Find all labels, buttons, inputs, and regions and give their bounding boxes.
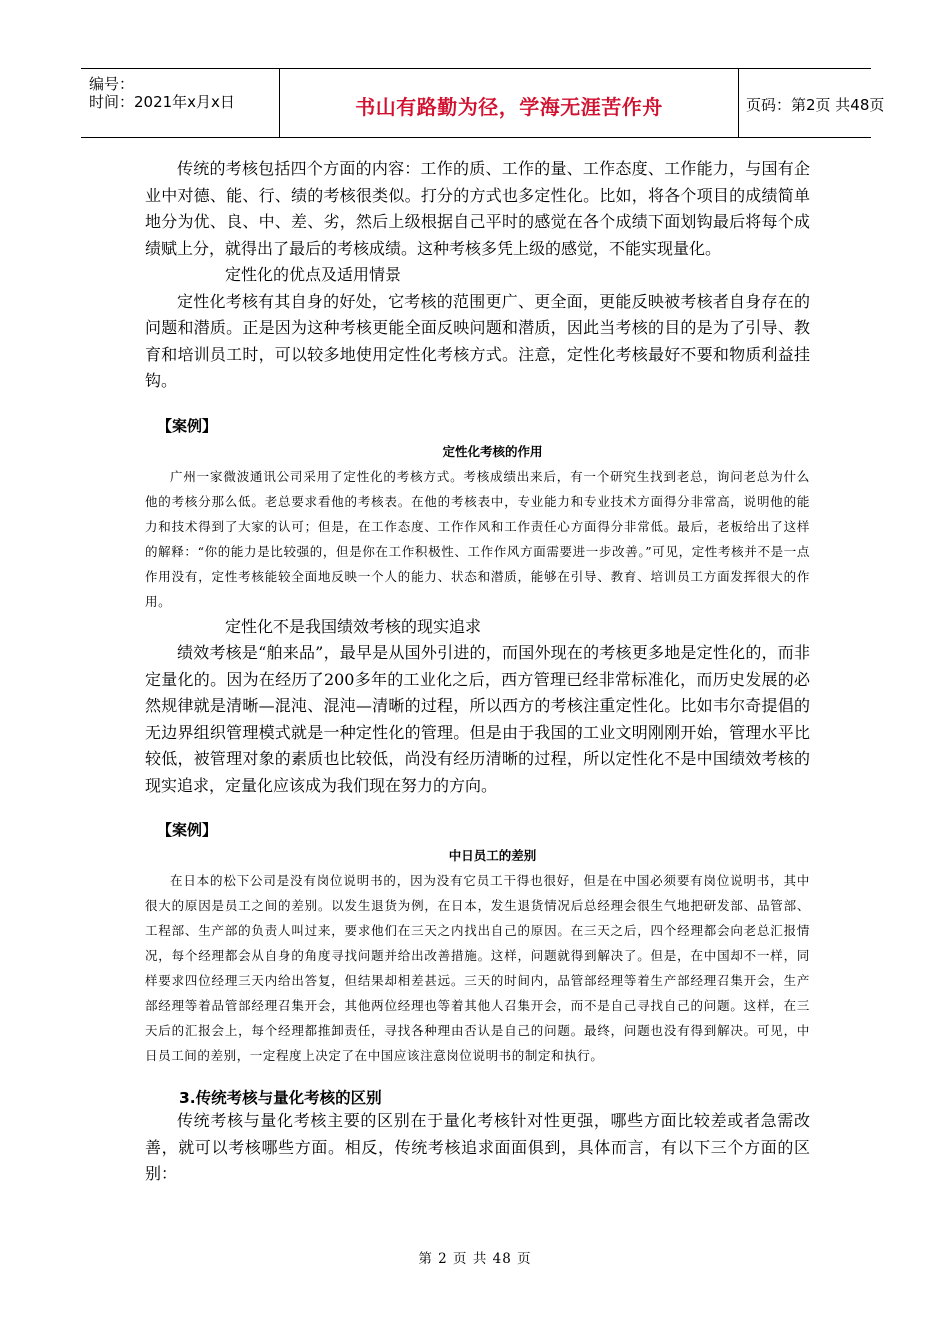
paragraph-differences: 传统考核与量化考核主要的区别在于量化考核针对性更强，哪些方面比较差或者急需改善，就可以考核哪些方面。相反，传统考核追求面面俱到，具体而言，有以下三个方面的区别： [145, 1111, 810, 1183]
case-title: 定性化考核的作用 [442, 443, 543, 459]
header-left-cell [81, 69, 279, 137]
page-footer: 第 2 页 共 48 页 [418, 1251, 532, 1267]
header-center-cell [279, 69, 739, 137]
section-heading: 3.传统考核与量化考核的区别 [179, 1089, 382, 1107]
header-table [81, 68, 885, 138]
document-date: 时间：2021年x月x日 [89, 93, 235, 111]
document-number-label: 编号： [89, 75, 135, 93]
case-text: 在日本的松下公司是没有岗位说明书的，因为没有它员工干得也很好，但是在中国必须要有岗位说明书，其中很大的原因是员工之间的差别。以发生退货为例，在日本，发生退货情况后总经理会很生气地把研发部、品管部、工程部、生产部的负责人叫过来，要求他们在三天之内找出自己的原因。在三天之后，四个经理都会向老总汇报情况，每个经理都会从自身的角度寻找问题并给出改善措施。这样，问题就得到解决了。但是，在中国却不一样，同样要求四位经理三天内给出答复，但结果却相差甚远。三天的时间内，品管部经理等着生产部经理召集开会，生产部经理等着品管部经理召集开会，其他两位经理也等着其他人召集开会，而不是自己寻找自己的问题。这样，在三天后的汇报会上，每个经理都推卸责任，寻找各种理由否认是自己的问题。最终，问题也没有得到解决。可见，中日员工间的差别，一定程度上决定了在中国应该注意岗位说明书的制定和执行。 [145, 873, 810, 1063]
subheading-not-realistic-pursuit: 定性化不是我国绩效考核的现实追求 [225, 616, 482, 636]
case-text: 广州一家微波通讯公司采用了定性化的考核方式。考核成绩出来后，有一个研究生找到老总，询问老总为什么他的考核分那么低。老总要求看他的考核表。在他的考核表中，专业能力和专业技术方面得分非常高，说明他的能力和技术得到了大家的认可；但是，在工作态度、工作作风和工作责任心方面得分非常低。最后，老板给出了这样的解释：“你的能力是比较强的，但是你在工作积极性、工作作风方面需要进一步改善。”可见，定性考核并不是一点作用没有，定性考核能较全面地反映一个人的能力、状态和潜质，能够在引导、教育、培训员工方面发挥很大的作用。 [145, 468, 810, 609]
header-page-info: 页码：第2页 共48页 [746, 96, 885, 114]
document-body [145, 156, 810, 1188]
case-label: 【案例】 [157, 821, 218, 839]
paragraph-traditional-assessment: 传统的考核包括四个方面的内容：工作的质、工作的量、工作态度、工作能力，与国有企业中对德、能、行、绩的考核很类似。打分的方式也多定性化。比如，将各个项目的成绩简单地分为优、良、中、差、劣，然后上级根据自己平时的感觉在各个成绩下面划钩最后将每个成绩赋上分，就得出了最后的考核成绩。这种考核多凭上级的感觉，不能实现量化。 [145, 159, 810, 258]
case-title: 中日员工的差别 [448, 848, 537, 863]
case-label: 【案例】 [157, 416, 218, 435]
paragraph-performance-import: 绩效考核是“舶来品”，最早是从国外引进的，而国外现在的考核更多地是定性化的，而非定量化的。因为在经历了200多年的工业化之后，西方管理已经非常标准化，而历史发展的必然规律就是清晰—混沌、混沌—清晰的过程，所以西方的考核注重定性化。比如韦尔奇提倡的无边界组织管理模式就是一种定性化的管理。但是由于我国的工业文明刚刚开始，管理水平比较低，被管理对象的素质也比较低，尚没有经历清晰的过程，所以定性化不是中国绩效考核的现实追求，定量化应该成为我们现在努力的方向。 [145, 643, 810, 795]
paragraph-qualitative-benefits: 定性化考核有其自身的好处，它考核的范围更广、更全面，更能反映被考核者自身存在的问题和潜质。正是因为这种考核更能全面反映问题和潜质，因此当考核的目的是为了引导、教育和培训员工时，可以较多地使用定性化考核方式。注意，定性化考核最好不要和物质利益挂钩。 [145, 291, 810, 390]
header-right-cell [738, 69, 885, 137]
header-motto: 书山有路勤为径，学海无涯苦作舟 [355, 95, 663, 119]
subheading-qualitative-advantages: 定性化的优点及适用情景 [225, 265, 402, 284]
